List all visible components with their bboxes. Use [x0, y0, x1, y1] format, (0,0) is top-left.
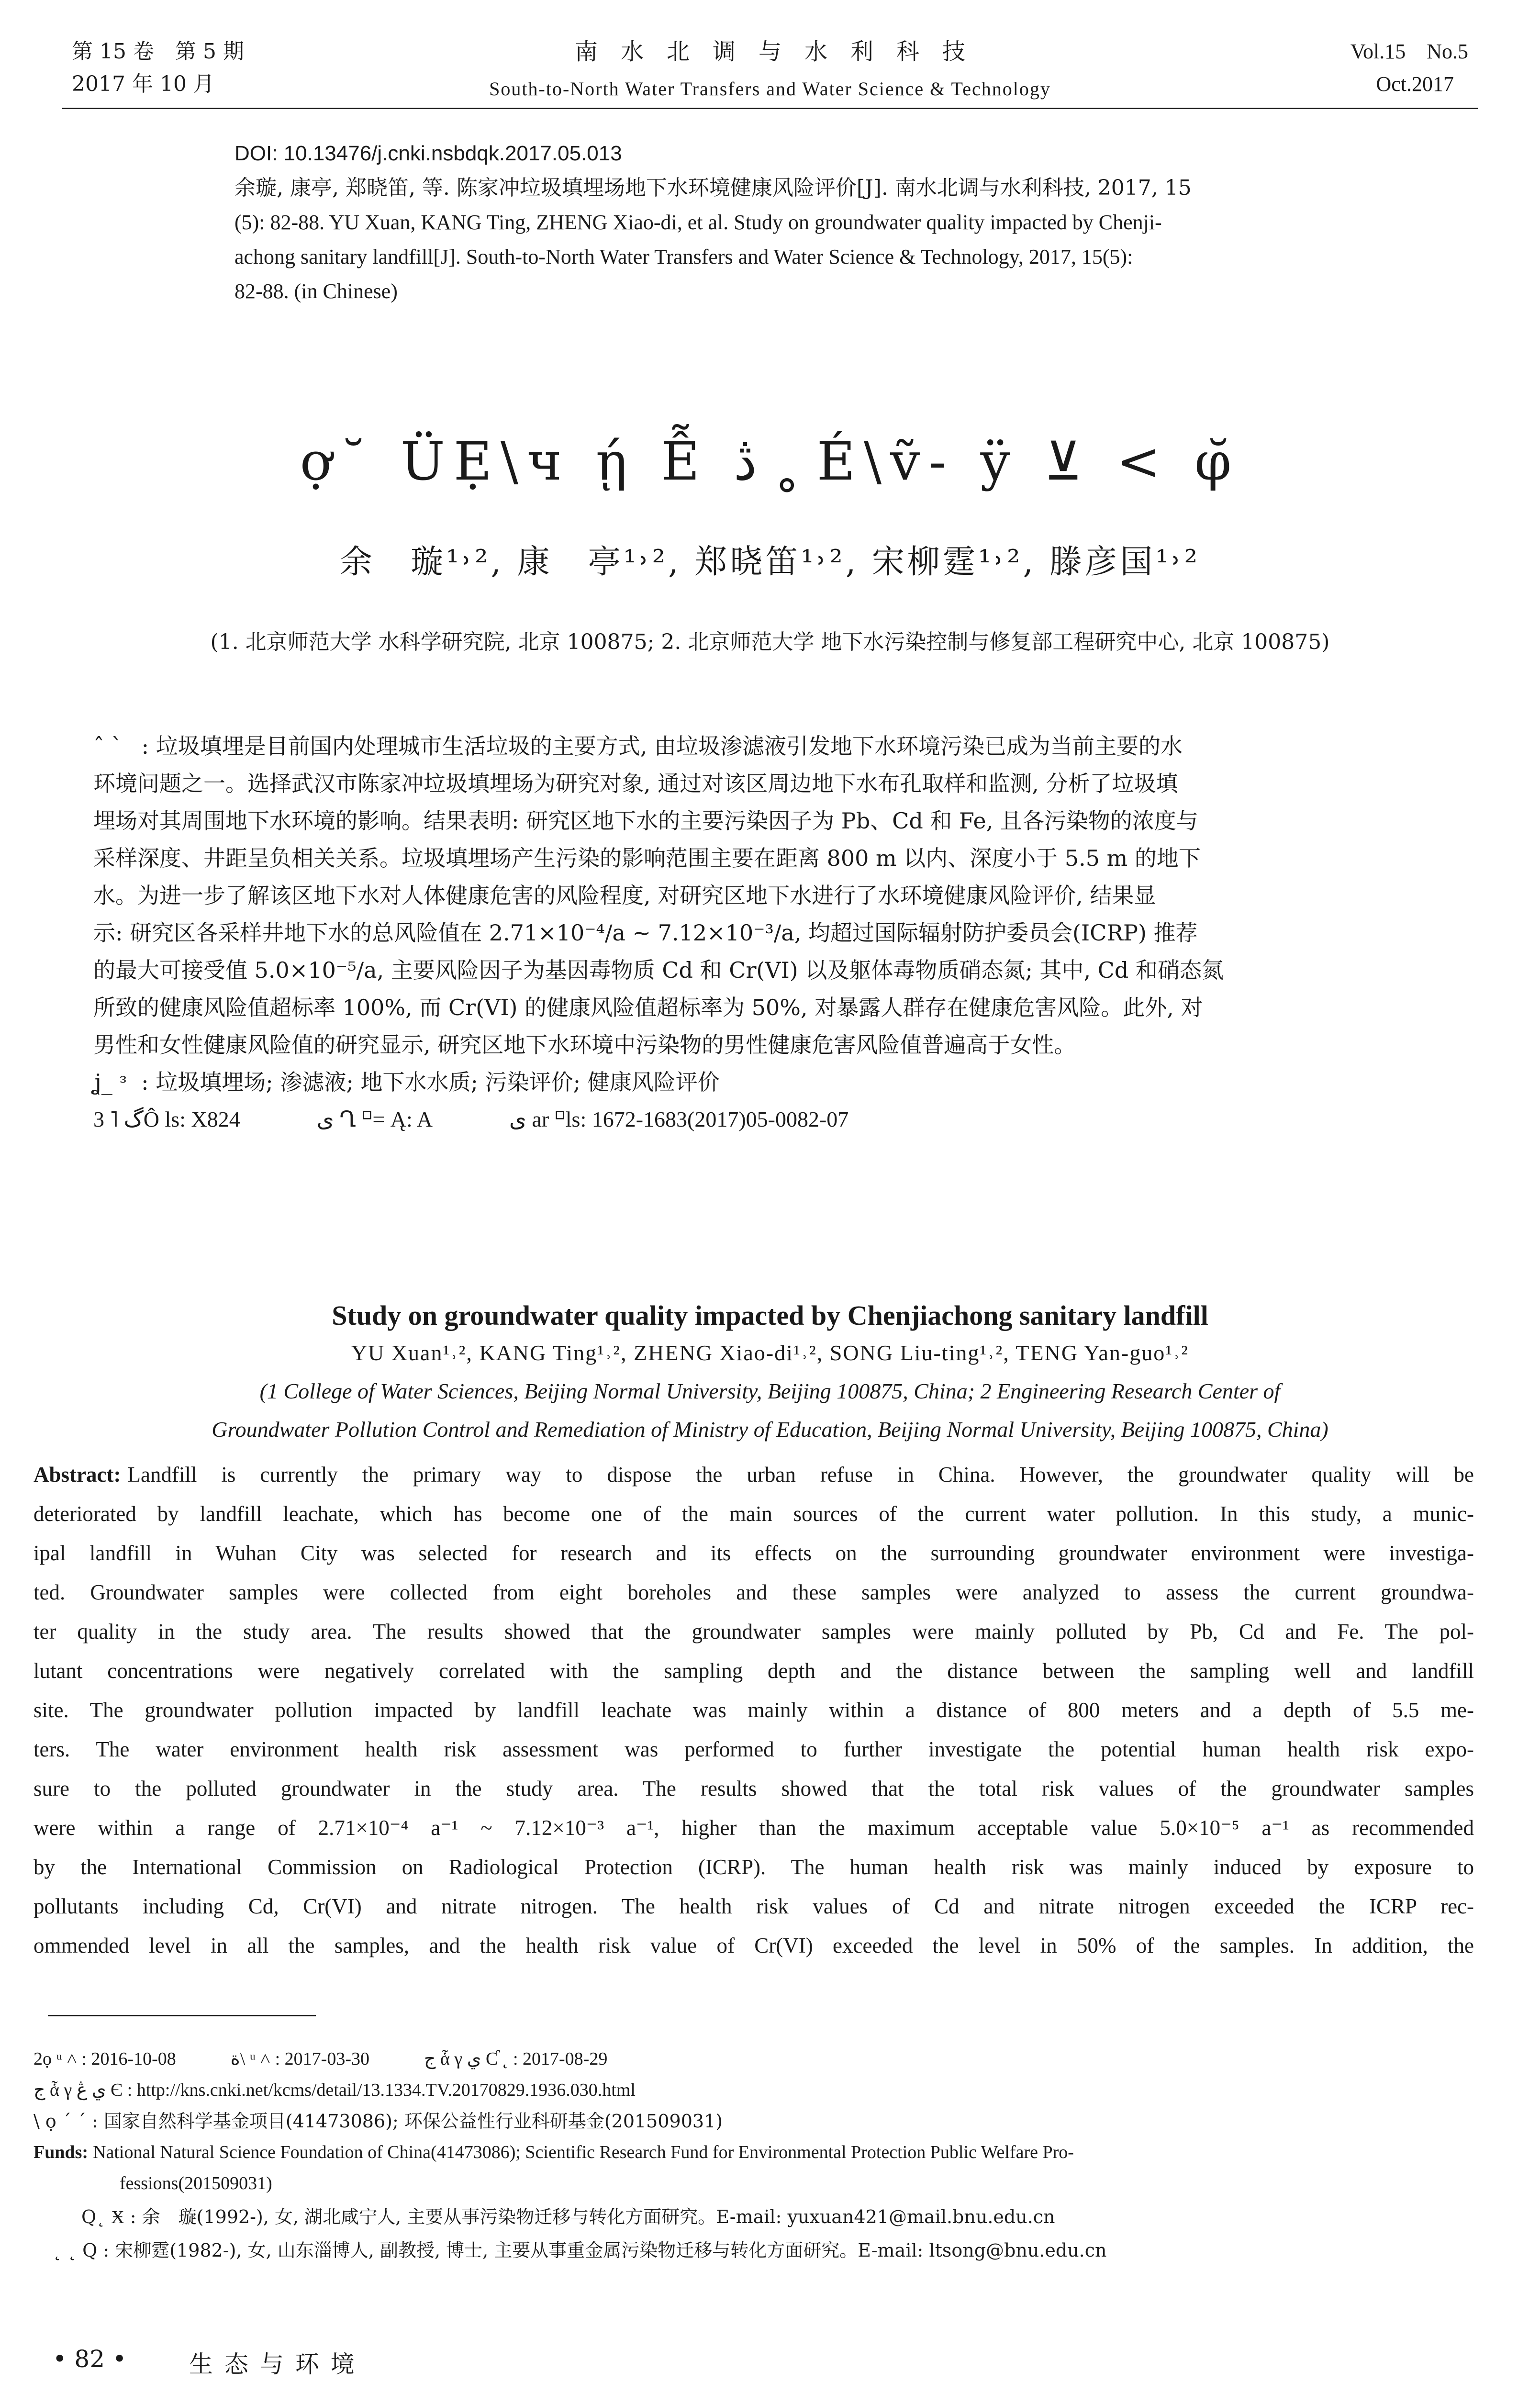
- header-rule: [62, 108, 1478, 109]
- abstract-cn-line: 示: 研究区各采样井地下水的总风险值在 2.71×10⁻⁴/a ~ 7.12×10⁻³/a, 均超过国际辐射防护委员会(ICRP) 推荐: [93, 920, 1198, 946]
- paper-title-cn: ợ˘ ÜẸ\ч ῄ Ễ ڎ ˳ É\ṽ- ÿ ⊻ < φ̆: [300, 431, 1240, 492]
- abstract-en-line: ters. The water environment health risk assessment was performed to further investigate the potential human health risk expo-: [33, 1737, 1474, 1761]
- abstract-cn-label: ˆ ˋ: [93, 733, 123, 759]
- journal-title-cn: 南 水 北 调 与 水 利 科 技: [574, 38, 965, 65]
- header-month: Oct.2017: [1376, 72, 1454, 96]
- section-name: 生 态 与 环 境: [189, 2350, 357, 2378]
- citation-line-1: 余璇, 康亭, 郑晓笛, 等. 陈家冲垃圾填埋场地下水环境健康风险评价[J]. 南水北调与水利科技, 2017, 15: [234, 176, 1192, 200]
- footnote-fund-cn: \ ọ ˊ ˊ : 国家自然科学基金项目(41473086); 环保公益性行业科研基金(201509031): [33, 2111, 723, 2132]
- abstract-en-label: Abstract:: [33, 1463, 121, 1487]
- abstract-cn-line: 男性和女性健康风险值的研究显示, 研究区地下水环境中污染物的男性健康危害风险值普遍高于女性。: [93, 1032, 1076, 1058]
- footnote-funds-en-cont: fessions(201509031): [120, 2173, 272, 2193]
- abstract-en-line: Abstract: Landfill is currently the primary way to dispose the urban refuse in China. However, the groundwater quality will be: [33, 1463, 1474, 1487]
- paper-title-en: Study on groundwater quality impacted by Chenjiachong sanitary landfill: [332, 1300, 1208, 1331]
- abstract-en-line: ter quality in the study area. The results showed that the groundwater samples were mainly polluted by Pb, Cd and Fe. The pol-: [33, 1620, 1474, 1644]
- citation-line-4: 82-88. (in Chinese): [234, 280, 398, 303]
- abstract-en-line: by the International Commission on Radiological Protection (ICRP). The human health risk was mainly induced by exposure to: [33, 1855, 1474, 1879]
- abstract-cn-line: ˆ ˋ : 垃圾填埋是目前国内处理城市生活垃圾的主要方式, 由垃圾渗滤液引发地下水环境污染已成为当前主要的水: [93, 733, 1183, 759]
- journal-title-en: South-to-North Water Transfers and Water Science & Technology: [489, 78, 1051, 100]
- abstract-cn-line: 所致的健康风险值超标率 100%, 而 Cr(VI) 的健康风险值超标率为 50%, 对暴露人群存在健康危害风险。此外, 对: [93, 995, 1203, 1020]
- footnote-received: 2ọ ᵘ ˄ : 2016-10-08 ة\ ᵘ ˄ : 2017-03-30 ج ἇ γ ي Ƈ ˛ : 2017-08-29: [33, 2049, 608, 2069]
- affiliation-en-2: Groundwater Pollution Control and Remediation of Ministry of Education, Beijing Normal University, Beijing 100875, China): [212, 1417, 1328, 1442]
- page-number: • 82 •: [53, 2345, 127, 2373]
- abstract-cn-line: 环境问题之一。选择武汉市陈家冲垃圾填埋场为研究对象, 通过对该区周边地下水布孔取样和监测, 分析了垃圾填: [93, 771, 1178, 796]
- abstract-cn-line: 的最大可接受值 5.0×10⁻⁵/a, 主要风险因子为基因毒物质 Cd 和 Cr(VI) 以及躯体毒物质硝态氮; 其中, Cd 和硝态氮: [93, 957, 1224, 983]
- abstract-cn-line: 水。为进一步了解该区地下水对人体健康危害的风险程度, 对研究区地下水进行了水环境健康风险评价, 结果显: [93, 883, 1156, 908]
- abstract-en-line: pollutants including Cd, Cr(VI) and nitrate nitrogen. The health risk values of Cd and nitrate nitrogen exceeded the ICRP rec-: [33, 1894, 1474, 1918]
- abstract-en-line: sure to the polluted groundwater in the study area. The results showed that the total risk values of the groundwater samples: [33, 1777, 1474, 1800]
- citation-line-2: (5): 82-88. YU Xuan, KANG Ting, ZHENG Xiao-di, et al. Study on groundwater quality impacted by Chenji-: [234, 211, 1162, 234]
- doi: DOI: 10.13476/j.cnki.nsbdqk.2017.05.013: [234, 142, 622, 165]
- footnote-online: ج ἇ γ ي ڠ Є : http://kns.cnki.net/kcms/detail/13.1334.TV.20170829.1936.030.html: [33, 2080, 636, 2100]
- abstract-cn-line: 采样深度、井距呈负相关关系。垃圾填埋场产生污染的影响范围主要在距离 800 m 以内、深度小于 5.5 m 的地下: [93, 845, 1201, 871]
- abstract-en-line: deteriorated by landfill leachate, which has become one of the main sources of the current water pollution. In this study, a munic-: [33, 1502, 1474, 1526]
- abstract-cn-line: 埋场对其周围地下水环境的影响。结果表明: 研究区地下水的主要污染因子为 Pb、Cd 和 Fe, 且各污染物的浓度与: [93, 808, 1198, 834]
- abstract-en-line: site. The groundwater pollution impacted by landfill leachate was mainly within a distance of 800 meters and a depth of 5.5 me-: [33, 1698, 1474, 1722]
- footnote-rule: [48, 2015, 316, 2016]
- abstract-en: [33, 1455, 1474, 1965]
- classification-line: 3 ˥ گÔ ls: X824 ى Ղ ⸋= Ą: A ى ar ⸋ls: 1672-1683(2017)05-0082-07: [93, 1107, 849, 1131]
- affiliation-cn: (1. 北京师范大学 水科学研究院, 北京 100875; 2. 北京师范大学 地下水污染控制与修复部工程研究中心, 北京 100875): [210, 630, 1330, 654]
- abstract-en-line: were within a range of 2.71×10⁻⁴ a⁻¹ ~ 7.12×10⁻³ a⁻¹, higher than the maximum acceptable value 5.0×10⁻⁵ a⁻¹ as recommended: [33, 1816, 1474, 1840]
- footnote-author1: Q˛ Ӿ : 余 璇(1992-), 女, 湖北咸宁人, 主要从事污染物迁移与转化方面研究。E-mail: yuxuan421@mail.bnu.edu.cn: [81, 2206, 1055, 2227]
- footnote-author2: ˛ ˛ Q : 宋柳霆(1982-), 女, 山东淄博人, 副教授, 博士, 主要从事重金属污染物迁移与转化方面研究。E-mail: ltsong@bnu.edu.cn: [53, 2240, 1107, 2261]
- abstract-cn: [93, 727, 1448, 1138]
- abstract-en-line: ted. Groundwater samples were collected from eight boreholes and these samples were analyzed to assess the current groundwa-: [33, 1580, 1474, 1604]
- abstract-en-line: lutant concentrations were negatively correlated with the sampling depth and the distance between the sampling well and landfill: [33, 1659, 1474, 1683]
- authors-cn: 余 璇¹˒², 康 亭¹˒², 郑晓笛¹˒², 宋柳霆¹˒², 滕彦国¹˒²: [340, 543, 1200, 581]
- keywords-cn: ʝ_ ᵌ : 垃圾填埋场; 渗滤液; 地下水水质; 污染评价; 健康风险评价: [93, 1069, 720, 1095]
- header-volume: 第 15 卷 第 5 期: [72, 39, 244, 64]
- citation-line-3: achong sanitary landfill[J]. South-to-North Water Transfers and Water Science & Technology, 2017, 15(5):: [234, 245, 1133, 268]
- header-vol-no: Vol.15 No.5: [1350, 40, 1468, 63]
- affiliation-en-1: (1 College of Water Sciences, Beijing Normal University, Beijing 100875, China; 2 Engineering Research Center of: [259, 1379, 1281, 1403]
- abstract-en-line: ommended level in all the samples, and the health risk value of Cr(VI) exceeded the level in 50% of the samples. In addition, the: [33, 1934, 1474, 1957]
- header-date: 2017 年 10 月: [72, 72, 214, 96]
- authors-en: YU Xuan¹˒², KANG Ting¹˒², ZHENG Xiao-di¹˒², SONG Liu-ting¹˒², TENG Yan-guo¹˒²: [351, 1341, 1189, 1365]
- footnote-funds-en: Funds: National Natural Science Foundation of China(41473086); Scientific Research Fund for Environmental Protection Public Welfare Pro-: [33, 2142, 1074, 2162]
- abstract-en-line: ipal landfill in Wuhan City was selected for research and its effects on the surrounding groundwater environment were investiga-: [33, 1541, 1474, 1565]
